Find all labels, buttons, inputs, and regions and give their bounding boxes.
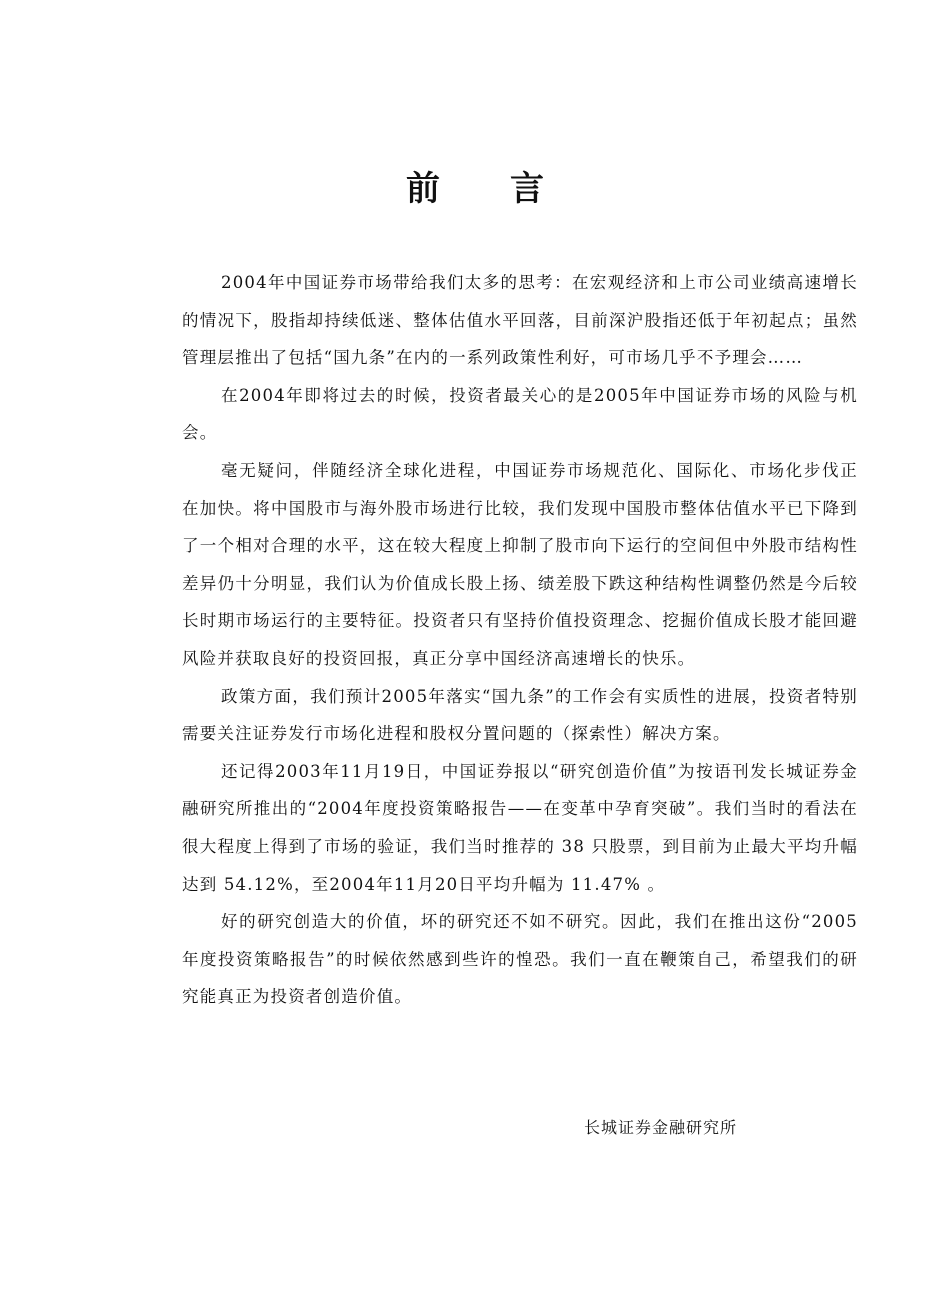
paragraph-4: 政策方面，我们预计2005年落实“国九条”的工作会有实质性的进展，投资者特别需要关注证券发行市场化进程和股权分置问题的（探索性）解决方案。: [182, 686, 858, 744]
body-text: [182, 264, 858, 1016]
signature: 长城证券金融研究所: [584, 1118, 738, 1137]
paragraph-5: 还记得2003年11月19日，中国证券报以“研究创造价值”为按语刊发长城证券金融研究所推出的“2004年度投资策略报告——在变革中孕育突破”。我们当时的看法在很大程度上得到了市场的验证，我们当时推荐的 38 只股票，到目前为止最大平均升幅达到 54.12%，至2004年11月20日平均升幅为 11.47% 。: [182, 761, 858, 894]
paragraph-3: 毫无疑问，伴随经济全球化进程，中国证券市场规范化、国际化、市场化步伐正在加快。将中国股市与海外股市场进行比较，我们发现中国股市整体估值水平已下降到了一个相对合理的水平，这在较大程度上抑制了股市向下运行的空间但中外股市结构性差异仍十分明显，我们认为价值成长股上扬、绩差股下跌这种结构性调整仍然是今后较长时期市场运行的主要特征。投资者只有坚持价值投资理念、挖掘价值成长股才能回避风险并获取良好的投资回报，真正分享中国经济高速增长的快乐。: [182, 460, 858, 668]
page-title: 前言: [406, 169, 614, 209]
paragraph-2: 在2004年即将过去的时候，投资者最关心的是2005年中国证券市场的风险与机会。: [182, 385, 858, 443]
paragraph-6: 好的研究创造大的价值，坏的研究还不如不研究。因此，我们在推出这份“2005年度投资策略报告”的时候依然感到些许的惶恐。我们一直在鞭策自己，希望我们的研究能真正为投资者创造价值。: [182, 912, 858, 1007]
paragraph-1: 2004年中国证券市场带给我们太多的思考：在宏观经济和上市公司业绩高速增长的情况下，股指却持续低迷、整体估值水平回落，目前深沪股指还低于年初起点；虽然管理层推出了包括“国九条”在内的一系列政策性利好，可市场几乎不予理会……: [182, 273, 858, 368]
